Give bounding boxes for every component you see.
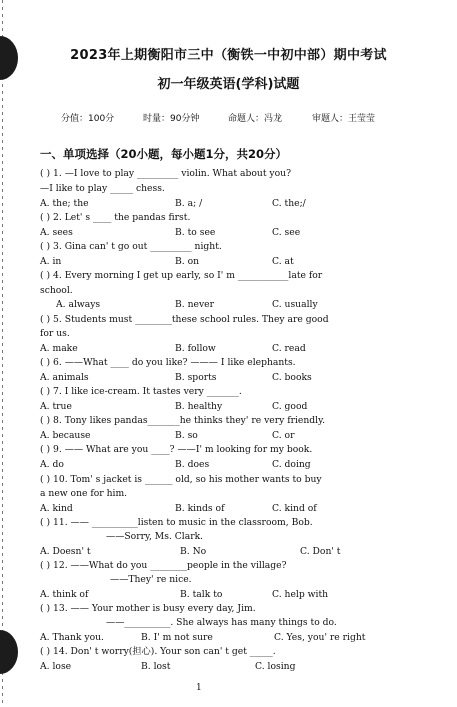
question-5-line2: for us. (40, 328, 70, 339)
option-c: C. the;/ (272, 198, 306, 209)
option-c: C. Don' t (300, 546, 341, 557)
option-b: B. so (175, 430, 198, 441)
question-8: ( ) 8. Tony likes pandas_______he thinks they' re very friendly. (40, 415, 325, 426)
option-a: A. always (56, 299, 101, 310)
question-1-line2: —I like to play _____ chess. (40, 183, 165, 194)
option-b: B. No (180, 546, 207, 557)
option-c: C. Yes, you' re right (274, 632, 366, 643)
question-4-line2: school. (40, 285, 73, 296)
question-11-line2: ——Sorry, Ms. Clark. (106, 531, 204, 542)
time-info: 时量：90分钟 (143, 114, 200, 124)
question-9: ( ) 9. —— What are you ____? ——I' m looking for my book. (40, 444, 313, 455)
question-12-line2: ——They' re nice. (110, 574, 192, 585)
option-b: B. I' m not sure (141, 632, 213, 643)
option-b: B. to see (175, 227, 216, 238)
option-a: A. Thank you. (40, 632, 104, 643)
option-a: A. the; the (40, 198, 89, 209)
option-a: A. Doesn' t (40, 546, 91, 557)
option-b: B. healthy (175, 401, 223, 412)
option-a: A. make (40, 343, 78, 354)
option-a: A. animals (40, 372, 89, 383)
option-a: A. in (40, 256, 62, 267)
binding-margin-line (2, 0, 3, 707)
reviewer-info: 审题人：王莹莹 (312, 114, 376, 124)
option-b: B. talk to (180, 589, 223, 600)
option-b: B. a; / (175, 198, 203, 209)
page-number: 1 (196, 683, 202, 693)
section-heading: 一、单项选择（20小题，每小题1分，共20分） (40, 147, 288, 161)
option-a: A. do (40, 459, 64, 470)
question-11: ( ) 11. —— __________listen to music in the classroom, Bob. (40, 517, 313, 528)
option-a: A. true (40, 401, 72, 412)
option-a: A. lose (40, 661, 72, 672)
option-c: C. help with (272, 589, 329, 600)
option-c: C. books (272, 372, 312, 383)
option-b: B. does (175, 459, 210, 470)
option-c: C. kind of (272, 503, 317, 514)
option-b: B. kinds of (175, 503, 225, 514)
question-4: ( ) 4. Every morning I get up early, so I' m ___________late for (40, 270, 323, 281)
question-12: ( ) 12. ——What do you ________people in the village? (40, 560, 287, 571)
question-2: ( ) 2. Let' s ____ the pandas first. (40, 212, 191, 223)
score-info: 分值：100分 (61, 114, 115, 124)
option-a: A. kind (40, 503, 73, 514)
question-10: ( ) 10. Tom' s jacket is ______ old, so his mother wants to buy (40, 474, 322, 485)
option-c: C. usually (272, 299, 318, 310)
question-5: ( ) 5. Students must ________these school rules. They are good (40, 314, 329, 325)
question-13-line2: ——__________. She always has many things to do. (106, 617, 337, 628)
question-7: ( ) 7. I like ice-cream. It tastes very _______. (40, 386, 242, 397)
question-14: ( ) 14. Don' t worry(担心). Your son can' t get _____. (40, 646, 276, 657)
option-c: C. or (272, 430, 295, 441)
option-c: C. at (272, 256, 294, 267)
option-b: B. never (175, 299, 214, 310)
setter-info: 命题人：冯龙 (228, 114, 283, 124)
option-b: B. follow (175, 343, 216, 354)
question-1: ( ) 1. —I love to play _________ violin. What about you? (40, 168, 291, 179)
option-b: B. on (175, 256, 200, 267)
option-a: A. because (40, 430, 91, 441)
option-c: C. good (272, 401, 308, 412)
option-a: A. think of (40, 589, 89, 600)
question-6: ( ) 6. ——What ____ do you like? ——— I like elephants. (40, 357, 296, 368)
option-c: C. losing (255, 661, 296, 672)
question-13: ( ) 13. —— Your mother is busy every day, Jim. (40, 603, 256, 614)
option-c: C. read (272, 343, 306, 354)
option-c: C. doing (272, 459, 311, 470)
question-10-line2: a new one for him. (40, 488, 128, 499)
question-3: ( ) 3. Gina can' t go out _________ night. (40, 241, 222, 252)
exam-title: 2023年上期衡阳市三中（衡铁一中初中部）期中考试 (70, 48, 387, 63)
option-c: C. see (272, 227, 301, 238)
option-a: A. sees (40, 227, 73, 238)
exam-subtitle: 初一年级英语(学科)试题 (157, 77, 300, 92)
option-b: B. lost (141, 661, 171, 672)
option-b: B. sports (175, 372, 217, 383)
seal-mark-bottom (0, 630, 18, 674)
